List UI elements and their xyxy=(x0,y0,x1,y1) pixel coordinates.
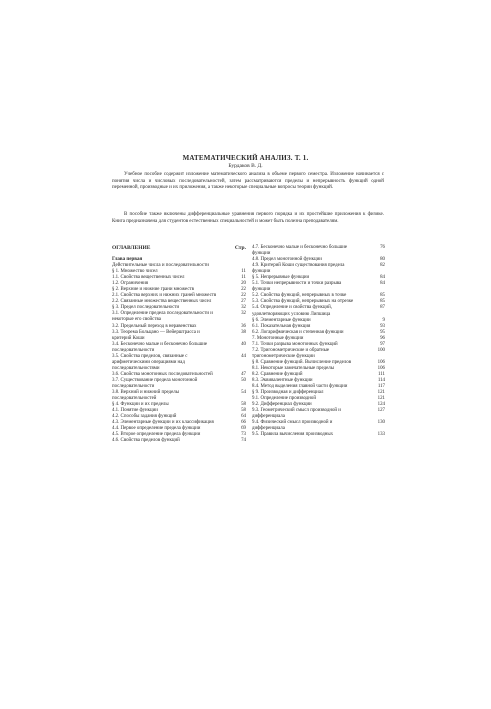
toc-entry-title: 4.8. Предел монотонной функции xyxy=(252,257,322,263)
toc-entry xyxy=(252,420,385,432)
toc-entry-title: 7. Монотонные функции xyxy=(252,335,304,341)
toc-entry-page: 22 xyxy=(241,293,246,299)
toc-entry-page: 50 xyxy=(241,377,246,383)
toc-entry-title: 4.6. Свойства пределов функций xyxy=(112,438,180,444)
toc-entry-title: 9.5. Правила вычисления производных xyxy=(252,432,334,438)
toc-entry-page: 84 xyxy=(380,275,385,281)
toc-entry xyxy=(112,438,246,444)
toc-entry-page: 47 xyxy=(241,371,246,377)
toc-entry-title: 3.4. Бесконечно малые и бесконечно большие последовательности xyxy=(112,341,208,353)
toc-entry-page: 54 xyxy=(241,390,246,396)
toc-entry xyxy=(112,330,246,342)
toc-entry-page: 76 xyxy=(380,245,385,250)
document-title: МАТЕМАТИЧЕСКИЙ АНАЛИЗ. Т. 1. xyxy=(182,154,309,162)
toc-entry-title: 6.2. Логарифмическая и степенная функции xyxy=(252,329,344,335)
toc-left-entries xyxy=(112,269,246,444)
toc-left-column xyxy=(112,245,246,444)
toc-entry-page: 124 xyxy=(377,402,385,408)
toc-entry-page: 117 xyxy=(377,384,385,390)
toc-entry xyxy=(252,432,385,438)
toc-entry-title: 8.3. Эквивалентные функции xyxy=(252,378,313,384)
toc-entry-title: § 1. Множество чисел xyxy=(112,269,158,275)
toc-entry-page: 9 xyxy=(382,317,385,323)
toc-title: ОГЛАВЛЕНИЕ xyxy=(112,245,151,251)
toc-entry-page: 64 xyxy=(241,414,246,420)
toc-entry-title: 3.5. Свойства пределов, связанные с арифметическими операциями над последовательностями xyxy=(112,353,188,371)
toc-entry-title: 3.6. Свойства монотонных последовательностей xyxy=(112,371,213,377)
toc-entry-title: 3.2. Предельный переход в неравенствах xyxy=(112,323,197,329)
toc-entry-page: 44 xyxy=(241,353,246,359)
toc-entry-page: 74 xyxy=(241,438,246,444)
toc-entry-page: 22 xyxy=(241,287,246,293)
chapter-subheading: Действительные числа и последовательности xyxy=(112,263,209,269)
toc-entry-title: 3.8. Верхний и нижний пределы последовательностей xyxy=(112,390,180,402)
toc-entry-page: 32 xyxy=(241,305,246,311)
document-author: Бурдаков В. Д. xyxy=(228,163,263,169)
toc-entry-page: 66 xyxy=(241,420,246,426)
toc-entry-title: 9.3. Геометрический смысл производной и дифференциала xyxy=(252,408,341,420)
toc-entry-page: 11 xyxy=(241,269,246,275)
toc-entry-title: 3.1. Определение предела последовательности и некоторые его свойства xyxy=(112,311,213,323)
toc-entry xyxy=(252,281,385,293)
toc-entry-title: 5.2. Свойства функций, непрерывных в точке xyxy=(252,293,347,299)
toc-entry-page: 130 xyxy=(377,420,385,426)
toc-page-label: Стр. xyxy=(234,245,246,251)
toc-entry-title: 4.1. Понятие функции xyxy=(112,408,158,414)
toc-entry-page: 32 xyxy=(241,311,246,317)
toc-entry-title: 7.1. Точки разрыва монотонных функций xyxy=(252,341,338,347)
toc-entry-page: 11 xyxy=(241,275,246,281)
toc-entry-page: 84 xyxy=(380,281,385,287)
toc-entry-page: 40 xyxy=(241,341,246,347)
toc-entry-title: § 9. Производная и дифференциал xyxy=(252,390,324,396)
toc-entry-page: 127 xyxy=(377,408,385,414)
toc-entry-page: 93 xyxy=(380,323,385,329)
toc-entry-page: 133 xyxy=(377,432,385,438)
toc-entry-page: 85 xyxy=(380,299,385,305)
toc-entry xyxy=(112,378,246,390)
toc-entry xyxy=(252,305,385,317)
toc-entry-title: § 8. Сравнение функций. Вычисление пределов xyxy=(252,359,352,365)
toc-entry-title: 8.1. Некоторые замечательные пределы xyxy=(252,365,334,371)
toc-entry-title: 2.1. Свойства верхних и нижних граней множеств xyxy=(112,293,217,299)
toc-entry xyxy=(112,342,246,354)
toc-entry xyxy=(252,408,385,420)
toc-entry-page: 58 xyxy=(241,402,246,408)
toc-entry-page: 20 xyxy=(241,281,246,287)
toc-entry xyxy=(252,263,385,275)
toc-entry-title: 4.3. Элементарные функции и их классификация xyxy=(112,420,214,426)
toc-entry-page: 87 xyxy=(380,305,385,311)
toc-entry-title: 1.2. Ограничения xyxy=(112,281,149,287)
toc-entry xyxy=(112,390,246,402)
toc-entry-title: 2.2. Связанные множества вещественных чисел xyxy=(112,299,212,305)
toc-entry-page: 106 xyxy=(377,365,385,371)
toc-entry-page: 38 xyxy=(241,329,246,335)
toc-entry-page: 82 xyxy=(380,263,385,269)
toc-entry-title: 4.5. Второе определение предела функции xyxy=(112,432,201,438)
toc-entry-title: 4.7. Бесконечно малые и бесконечно большие функции xyxy=(252,245,348,257)
toc-entry-title: 4.4. Первое определение предела функции xyxy=(112,426,201,432)
toc-entry-title: § 3. Предел последовательности xyxy=(112,305,180,311)
toc-entry-page: 85 xyxy=(380,293,385,299)
toc-entry-title: § 6. Элементарные функции xyxy=(252,317,311,323)
toc-entry-page: 58 xyxy=(241,408,246,414)
annotation-paragraph-2: В пособие также включены дифференциальные уравнения первого порядка и их простейшие приложения к физике. Книга предназначена для студентов естественных специальностей и может быть полезна преподавателям. xyxy=(112,212,384,224)
toc-entry-page: 106 xyxy=(377,359,385,365)
toc-entry-title: 9.1. Определение производной xyxy=(252,396,316,402)
toc-right-column xyxy=(252,245,385,439)
toc-header xyxy=(112,245,246,251)
toc-entry-page: 95 xyxy=(380,329,385,335)
toc-entry-title: § 2. Верхние и нижние грани множеств xyxy=(112,287,194,293)
toc-entry-title: 3.3. Теорема Больцано — Вейерштрасса и критерий Коши xyxy=(112,329,200,341)
toc-entry-page: 111 xyxy=(378,371,385,377)
toc-entry-title: 4.9. Критерий Коши существования предела функции xyxy=(252,263,345,275)
toc-entry-title: 8.4. Метод выделения главной части функции xyxy=(252,384,348,390)
toc-entry-title: § 5. Непрерывные функции xyxy=(252,275,310,281)
toc-entry-page: 114 xyxy=(377,378,385,384)
toc-entry-title: 6.1. Показательная функция xyxy=(252,323,311,329)
toc-entry-page: 27 xyxy=(241,299,246,305)
annotation-paragraph-1: Учебное пособие содержит изложение математического анализа в объеме первого семестра. Изложение начинается с понятия числа и числовых последовательностей, затем рассматриваются пределы и непрерывность функций одной переменной, производные и их приложения, а также некоторые специальные вопросы теории функций. xyxy=(112,172,384,191)
toc-entry-title: 1.1. Свойства вещественных чисел xyxy=(112,275,185,281)
toc-entry-page: 69 xyxy=(241,426,246,432)
toc-entry-page: 36 xyxy=(241,323,246,329)
toc-entry-page: 121 xyxy=(377,396,385,402)
toc-entry-title: 5.3. Свойства функций, непрерывных на отрезке xyxy=(252,299,354,305)
chapter-heading: Глава первая xyxy=(112,257,143,262)
toc-entry-title: 9.2. Дифференциал функции xyxy=(252,402,312,408)
toc-entry xyxy=(252,245,385,257)
toc-entry-page: 97 xyxy=(380,341,385,347)
toc-entry-title: 5.4. Определение и свойства функций, удовлетворяющих условию Липшица xyxy=(252,305,333,317)
toc-entry-title: § 4. Функции и их пределы xyxy=(112,402,169,408)
toc-entry xyxy=(112,354,246,372)
toc-entry-title: 3.7. Существование предела монотонной последовательности xyxy=(112,377,198,389)
toc-entry-page: 121 xyxy=(377,390,385,396)
toc-entry xyxy=(252,348,385,360)
toc-entry-title: 5.1. Точки непрерывности и точки разрыва функции xyxy=(252,281,342,293)
toc-entry-page: 80 xyxy=(380,257,385,263)
toc-entry-title: 8.2. Сравнение функций xyxy=(252,371,303,377)
toc-right-entries xyxy=(252,245,385,439)
toc-entry-page: 100 xyxy=(377,347,385,353)
toc-entry-page: 96 xyxy=(380,335,385,341)
toc-entry-title: 7.2. Тригонометрические и обратные тригонометрические функции xyxy=(252,347,330,359)
toc-entry-title: 9.4. Физический смысл производной и дифференциала xyxy=(252,420,333,432)
toc-entry-page: 73 xyxy=(241,432,246,438)
toc-entry-title: 4.2. Способы задания функций xyxy=(112,414,177,420)
toc-entry xyxy=(112,311,246,323)
